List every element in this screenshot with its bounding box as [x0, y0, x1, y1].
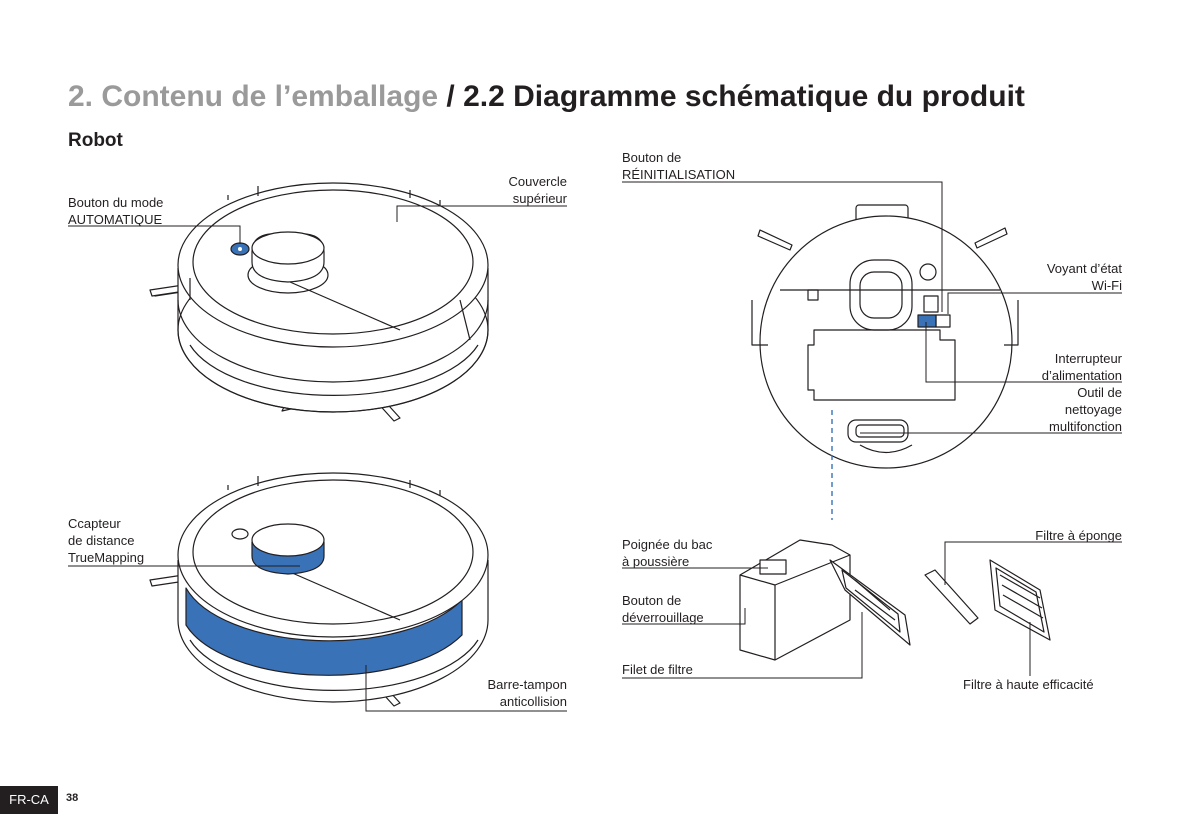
label-line: de distance	[68, 533, 135, 548]
label-line: Filtre à éponge	[1035, 528, 1122, 543]
label-hepa-filter	[963, 676, 1094, 693]
section-heading: Robot	[68, 130, 123, 151]
label-line: multifonction	[1049, 419, 1122, 434]
label-line: d’alimentation	[1041, 368, 1122, 383]
label-line: Poignée du bac	[622, 537, 713, 552]
label-line: déverrouillage	[622, 610, 704, 625]
label-line: TrueMapping	[68, 550, 145, 565]
label-auto-button	[68, 194, 163, 228]
label-line: Filet de filtre	[622, 662, 693, 677]
label-line: Filtre à haute efficacité	[963, 677, 1094, 692]
label-distance-sensor	[68, 515, 144, 566]
label-line: Voyant d’état	[1046, 261, 1122, 276]
label-line: supérieur	[512, 191, 567, 206]
label-line: Wi-Fi	[1091, 278, 1122, 293]
label-cleaning-tool	[990, 384, 1122, 435]
dustbin-diagram	[740, 540, 1050, 660]
label-line: AUTOMATIQUE	[68, 212, 163, 227]
label-dustbin-handle	[622, 536, 712, 570]
label-line: Outil de	[1077, 385, 1122, 400]
page-number: 38	[66, 792, 79, 804]
label-line: Ccapteur	[68, 516, 121, 531]
label-power-switch	[990, 350, 1122, 384]
label-line: RÉINITIALISATION	[622, 167, 736, 182]
label-line: Interrupteur	[1054, 351, 1122, 366]
label-line: nettoyage	[1064, 402, 1122, 417]
region-badge: FR-CA	[0, 786, 58, 814]
robot-bumper-view	[150, 473, 488, 706]
label-line: anticollision	[499, 694, 567, 709]
label-filter-net	[622, 661, 693, 678]
label-top-cover	[440, 173, 567, 207]
label-release-button	[622, 592, 704, 626]
label-line: à poussière	[622, 554, 690, 569]
label-reset-button	[622, 149, 735, 183]
label-line: Couvercle	[508, 174, 567, 189]
label-sponge-filter	[990, 527, 1122, 544]
label-line: Bouton de	[622, 593, 682, 608]
label-line: Bouton du mode	[68, 195, 164, 210]
label-line: Barre-tampon	[487, 677, 567, 692]
robot-top-view	[150, 183, 488, 421]
title-chapter: 2. Contenu de l’emballage	[68, 80, 439, 113]
label-wifi-light	[990, 260, 1122, 294]
label-bumper	[420, 676, 567, 710]
title-subsection: / 2.2 Diagramme schématique du produit	[446, 80, 1025, 113]
label-line: Bouton de	[622, 150, 682, 165]
robot-bottom-view	[752, 205, 1018, 468]
